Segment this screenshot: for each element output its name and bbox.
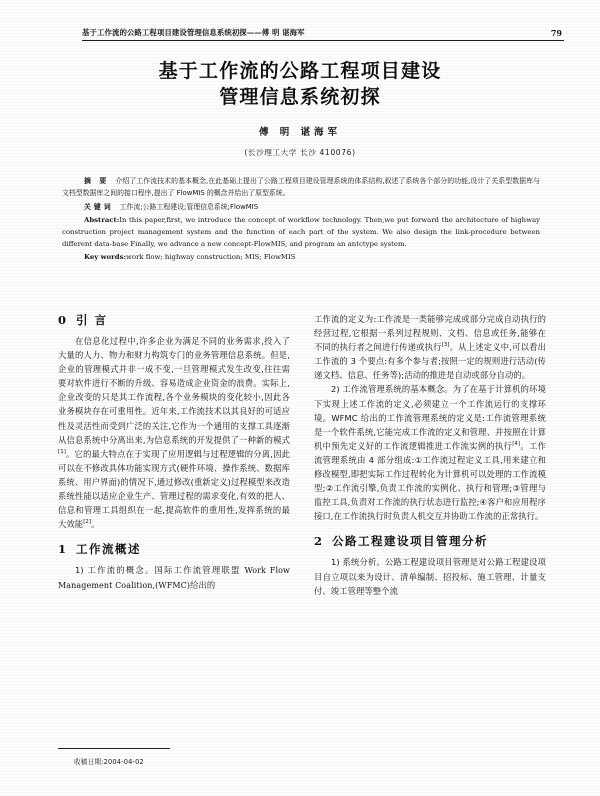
section-title-0: 引 言 — [76, 313, 108, 327]
section-0-text-c: 。 — [91, 519, 100, 530]
english-abstract-text: In this paper,first, we introduce the concept of workflow technology. Then,we put forward the architecture of highway construction project management system and the function of each part of the system. We also design the link-procedure between different data-base Finally, we advance a new concept-FlowMIS, and program an antctype system. — [62, 216, 540, 249]
title-line-1: 基于工作流的公路工程项目建设 — [158, 60, 442, 82]
section-number-0: 0 — [58, 313, 67, 327]
section-1-paragraph-3 — [314, 382, 546, 523]
chinese-keywords-text: 工作流;公路工程建设;管理信息系统;FlowMIS — [119, 202, 259, 211]
section-1-paragraph-1 — [58, 563, 290, 593]
section-0-text-b: 。它的最大特点在于实现了应用逻辑与过程逻辑的分离,因此可以在不修改具体功能实现方式(硬件环境、操作系统、数据库系统、用户界面)的情况下,通过修改(重新定义)过程模型来改造系统性能以适应企业生产、管理过程的需求变化,有效的把人、信息和管理工具组织在一起,提高软件的重用性,发挥系统的最大效能 — [58, 448, 290, 530]
section-title-2: 公路工程建设项目管理分析 — [332, 534, 489, 549]
section-1-text-a: 1) 工作流的概念。国际工作流管理联盟 — [75, 565, 241, 576]
affiliation: (长沙理工大学 长沙 410076) — [244, 148, 356, 157]
section-0-paragraph — [58, 334, 290, 531]
citation-ref-3: [3] — [441, 342, 450, 349]
section-1-text-f: 。工作流管理系统由 4 部分组成:①工作流过程定义工具,用来建立和修改模型,即把实际工作过程转化为计算机可以处理的工作流模型;②工作流引擎,负责工作流的实例化、执行和管理;③管理与监控工具,负责对工作流的执行状态进行监控;④客户和应用程序接口,在工作流执行时负责人机交互并协助工作流的正常执行。 — [314, 440, 546, 522]
section-number-2: 2 — [314, 534, 323, 549]
left-column — [58, 312, 290, 774]
title-block — [60, 58, 540, 158]
english-abstract-label: Abstract: — [84, 216, 120, 225]
author-list: 傅 明 谌海军 — [258, 127, 342, 138]
english-keywords — [62, 252, 540, 264]
chinese-keywords-label: 关键词 — [84, 202, 114, 211]
citation-ref-4: [4] — [512, 441, 521, 448]
abstract-block — [62, 176, 540, 264]
section-1-text-c: 工作流的定义为:工作流是一类能够完成或部分完成自动执行的经营过程,它根据一系列过程规则、文档、信息或任务,能够在不同的执行者之间进行传递或执行 — [314, 314, 546, 353]
received-date: 收稿日期:2004-04-02 — [74, 758, 144, 766]
footnote-rule — [58, 748, 170, 749]
running-head-rule — [82, 40, 564, 41]
chinese-abstract-text: 介绍了工作流技术的基本概念,在此基础上提出了公路工程项目建设管理系统的体系结构,叙述了系统各个部分的功能,设计了关系型数据库与文档型数据库之间的接口程序,提出了 FlowMIS 的概念并给出了原型系统。 — [62, 177, 540, 197]
title-line-2: 管理信息系统初探 — [219, 86, 381, 108]
running-head-title: 基于工作流的公路工程项目建设管理信息系统初探——傅 明 谌海军 — [82, 28, 305, 37]
page-number: 79 — [550, 28, 562, 38]
body-columns — [58, 312, 546, 774]
section-2-paragraph-1: 1) 系统分析。公路工程建设项目管理是对公路工程建设项目自立项以来为设计、清单编制、招投标、施工管理、计量支付、竣工管理等整个流 — [314, 557, 546, 596]
english-abstract — [62, 215, 540, 251]
chinese-abstract — [62, 176, 540, 200]
section-title-1: 工作流概述 — [76, 542, 142, 557]
page-title — [60, 58, 540, 110]
chinese-abstract-label: 摘 要 — [84, 177, 110, 185]
section-1-text-b: 给出的 — [190, 580, 216, 591]
english-keywords-text: work flow; highway construction; MIS; FlowMIS — [126, 253, 296, 262]
footnote-block — [58, 748, 218, 766]
section-1-text-e: 2) 工作流管理系统的基本概念。为了在基于计算机的环境下实现上述工作流的定义,必须建立一个工作流运行的支撑环境。WFMC 给出的工作流管理系统的定义是:工作流管理系统是一个软件系统,它能完成工作流的定义和管理、并按照在计算机中预先定义好的工作流逻辑推进工作流实例的执行 — [314, 384, 546, 451]
english-keywords-label: Key words: — [84, 253, 127, 262]
citation-ref-2: [2] — [83, 519, 92, 526]
section-heading-0 — [58, 312, 290, 328]
right-column — [314, 312, 546, 774]
wfmc-full-name: Work Flow Management Coalition,(WFMC) — [58, 566, 290, 591]
citation-ref-1: [1] — [58, 448, 66, 455]
section-heading-2 — [314, 533, 546, 549]
section-0-text-a: 在信息化过程中,许多企业为满足不同的业务需求,投入了大量的人力、物力和财力构筑专门的业务管理信息系统。但是,企业的管理模式并非一成不变,一旦管理模式发生改变,往往需要对软件进行不断的升级、容易造成企业资金的浪费。实际上,企业改变的只是其工作流程,各个业务模块的变化较小,因此各业务模块存在可重用性。近年来,工作流技术以其良好的可适应性及灵活性而受到广泛的关注,它作为一个通用的支撑工具逐渐从信息系统中分离出来,为信息系统的开发提供了一种新的模式 — [58, 336, 290, 445]
section-1-text-d: 。从上述定义中,可以看出工作流的 3 个要点:有多个参与者;按照一定的规则进行活动(传递文档、信息、任务等);活动的推进是自动或部分自动的。 — [314, 342, 546, 381]
section-heading-1 — [58, 541, 290, 557]
section-number-1: 1 — [58, 542, 67, 557]
running-head — [82, 22, 564, 38]
section-1-paragraph-2 — [314, 312, 546, 382]
chinese-keywords — [62, 202, 540, 214]
